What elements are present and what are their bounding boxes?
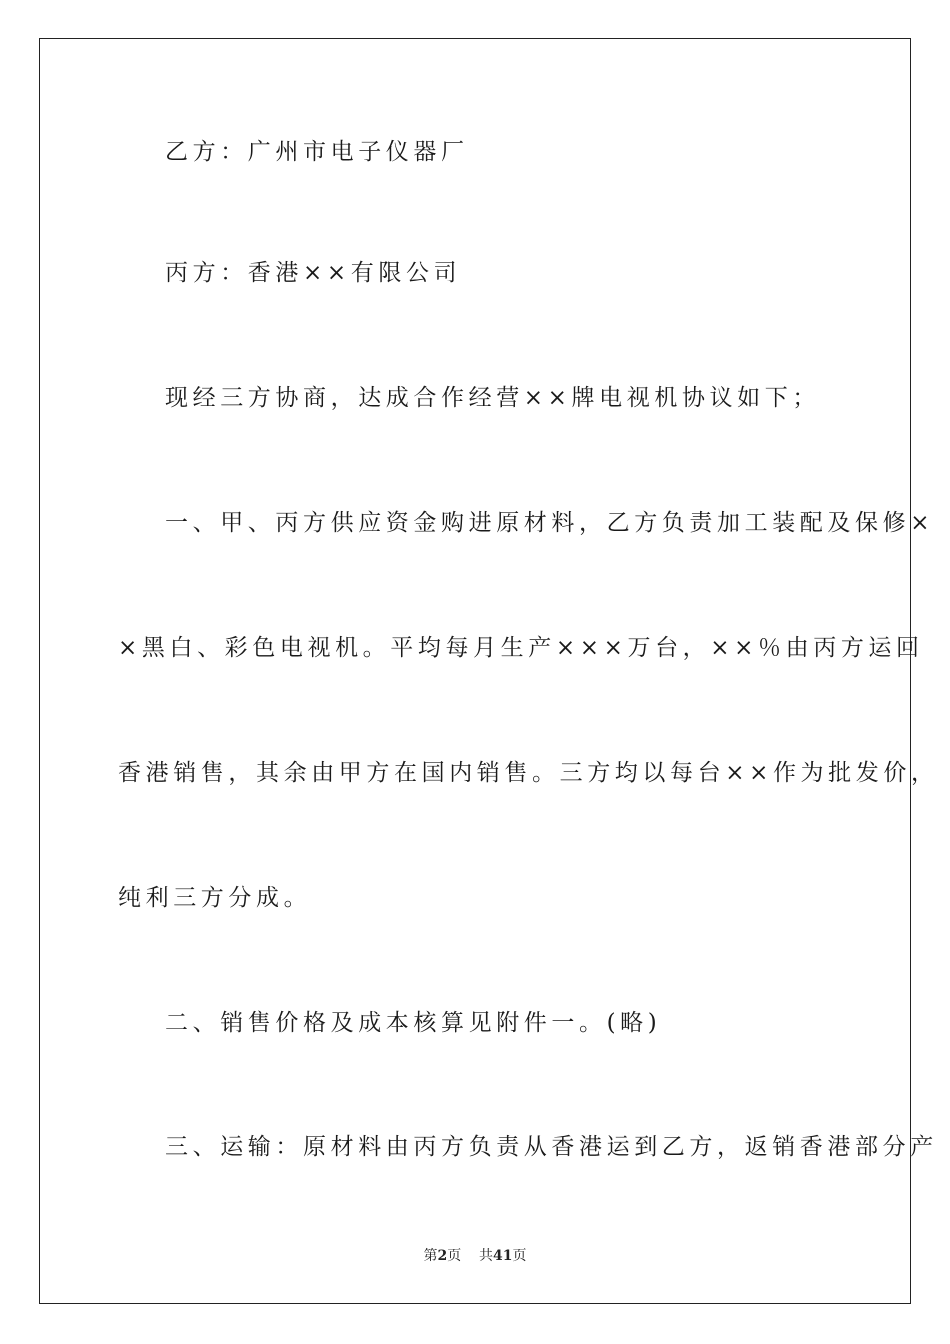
footer-page-number: 2 (437, 1248, 448, 1264)
clause-one-line-1: 一、甲、丙方供应资金购进原材料，乙方负责加工装配及保修× (165, 510, 935, 536)
party-b-line: 乙方：广州市电子仪器厂 (165, 139, 469, 165)
page-border (39, 38, 939, 1304)
clause-three-line: 三、运输：原材料由丙方负责从香港运到乙方，返销香港部分产 (165, 1134, 938, 1160)
footer-total-prefix: 共 (479, 1248, 494, 1264)
clause-one-line-2: ×黑白、彩色电视机。平均每月生产×××万台，××％由丙方运回 (118, 635, 924, 661)
footer-total-suffix: 页 (512, 1248, 527, 1264)
clause-one-line-4: 纯利三方分成。 (118, 885, 312, 911)
page-footer (0, 1247, 950, 1265)
footer-page-suffix: 页 (447, 1248, 462, 1264)
clause-two-line: 二、销售价格及成本核算见附件一。(略) (165, 1010, 662, 1036)
agreement-intro-line: 现经三方协商，达成合作经营××牌电视机协议如下； (165, 385, 820, 411)
footer-page-prefix: 第 (423, 1248, 438, 1264)
footer-total-pages: 41 (493, 1248, 513, 1264)
clause-one-line-3: 香港销售，其余由甲方在国内销售。三方均以每台××作为批发价， (118, 760, 939, 786)
party-c-line: 丙方：香港××有限公司 (165, 260, 462, 286)
